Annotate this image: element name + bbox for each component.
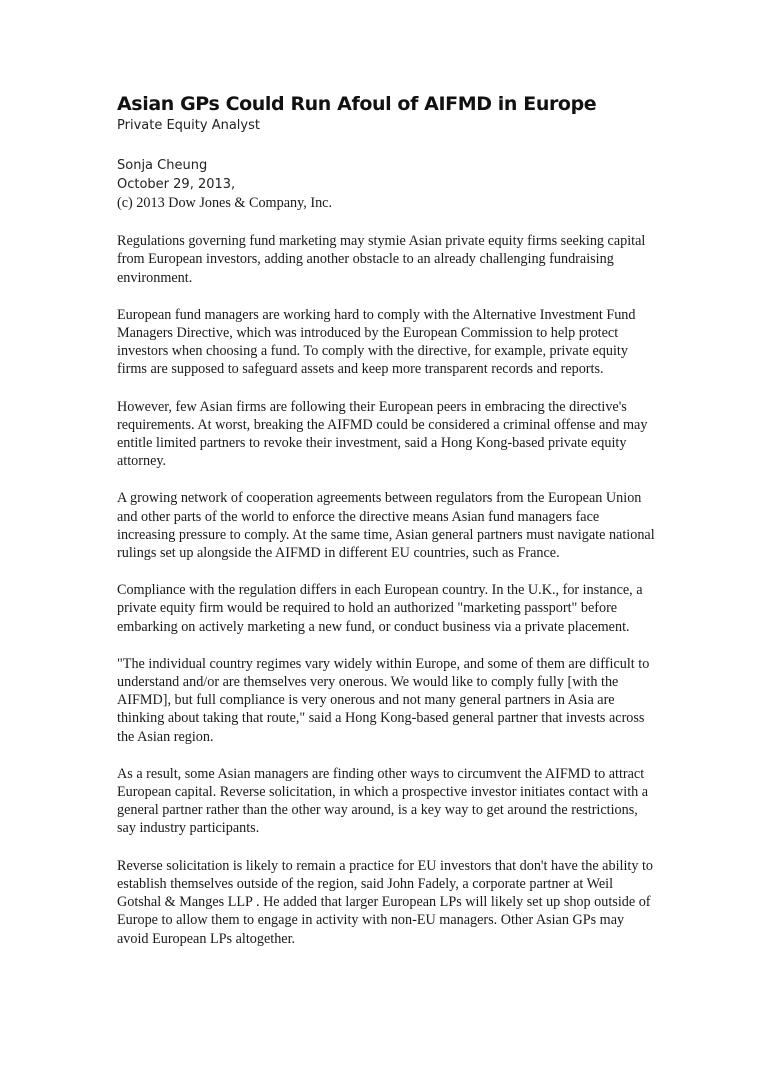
paragraph: As a result, some Asian managers are finding other ways to circumvent the AIFMD to attract European capital. Reverse solicitation, in which a prospective investor initiates contact with a general partner rather than the other way around, is a key way to get around the restrictions, say industry participants. xyxy=(117,765,649,837)
article-title: Asian GPs Could Run Afoul of AIFMD in Europe xyxy=(117,93,597,115)
publication-date: October 29, 2013, xyxy=(117,177,236,192)
paragraph: "The individual country regimes vary widely within Europe, and some of them are difficult to understand and/or are themselves very onerous. We would like to comply fully [with the AIFMD], but full compliance is very onerous and not many general partners in Asia are thinking about taking that route," said a Hong Kong-based general partner that invests across the Asian region. xyxy=(117,655,650,745)
paragraph: European fund managers are working hard to comply with the Alternative Investment Fund Managers Directive, which was introduced by the European Commission to help protect investors when choosing a fund. To comply with the directive, for example, private equity firms are supposed to safeguard assets and keep more transparent records and reports. xyxy=(117,306,636,378)
paragraph: A growing network of cooperation agreements between regulators from the European Union and other parts of the world to enforce the directive means Asian fund managers face increasing pressure to comply. At the same time, Asian general partners must navigate national rulings set up alongside the AIFMD in different EU countries, such as France. xyxy=(117,490,655,562)
paragraph: Compliance with the regulation differs in each European country. In the U.K., for instance, a private equity firm would be required to hold an authorized "marketing passport" before embarking on actively marketing a new fund, or conduct business via a private placement. xyxy=(117,582,643,635)
paragraph: Reverse solicitation is likely to remain a practice for EU investors that don't have the ability to establish themselves outside of the region, said John Fadely, a corporate partner at Weil Gotshal & Manges LLP . He added that larger European LPs will likely set up shop outside of Europe to allow them to engage in activity with non-EU managers. Other Asian GPs may avoid European LPs altogether. xyxy=(117,857,654,947)
publication-name: Private Equity Analyst xyxy=(117,118,260,133)
article-body xyxy=(117,92,657,967)
author-name: Sonja Cheung xyxy=(117,158,208,173)
copyright-notice: (c) 2013 Dow Jones & Company, Inc. xyxy=(117,195,333,211)
paragraph: However, few Asian firms are following their European peers in embracing the directive's requirements. At worst, breaking the AIFMD could be considered a criminal offense and may entitle limited partners to revoke their investment, said a Hong Kong-based private equity attorney. xyxy=(117,398,648,470)
paragraph: Regulations governing fund marketing may stymie Asian private equity firms seeking capital from European investors, adding another obstacle to an already challenging fundraising environment. xyxy=(117,233,646,286)
